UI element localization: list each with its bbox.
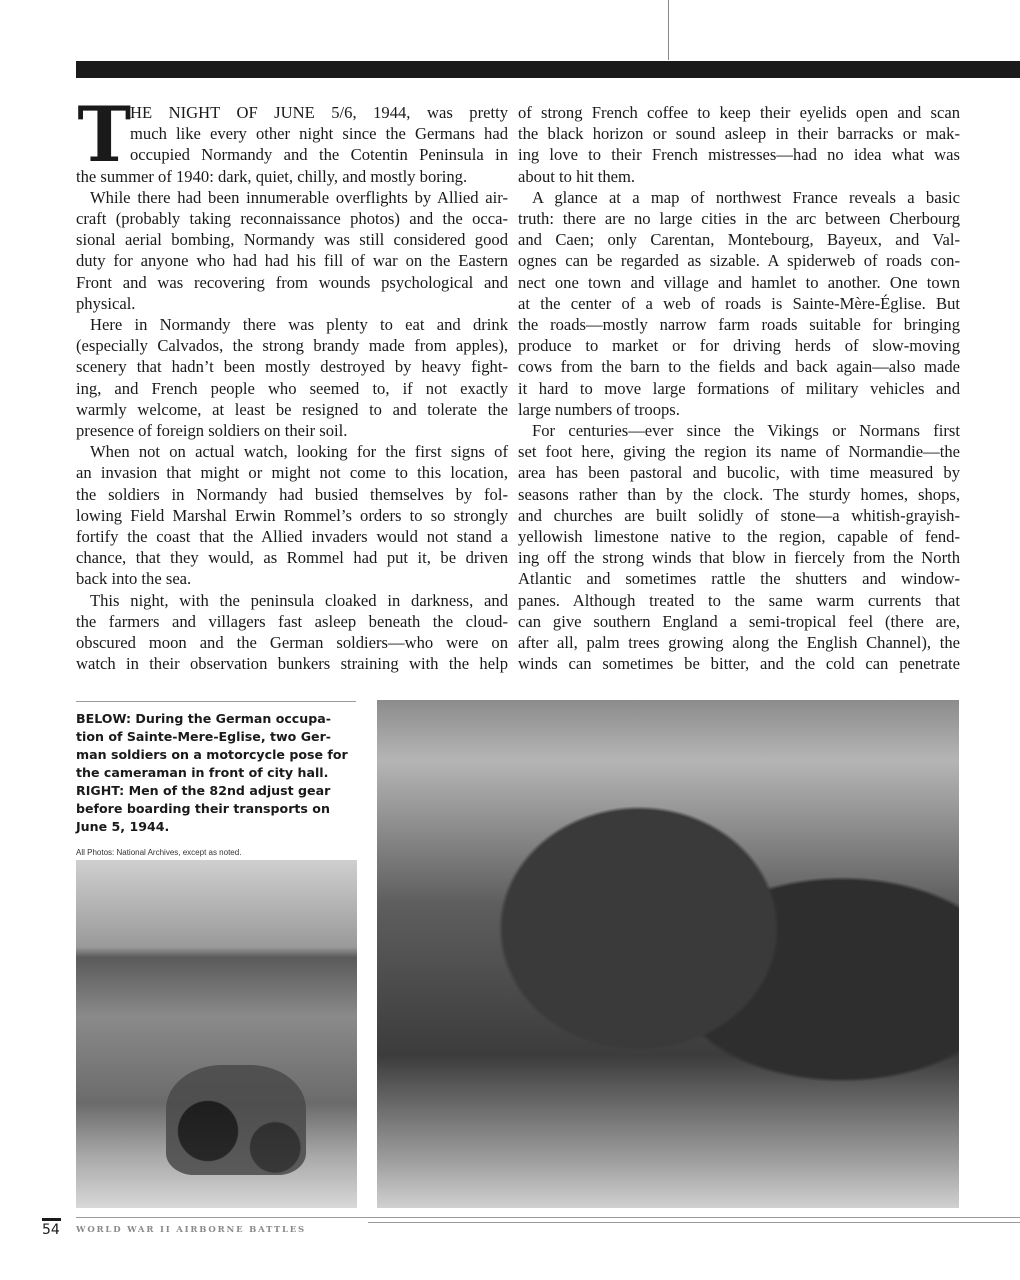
running-title: WORLD WAR II AIRBORNE BATTLES (76, 1225, 306, 1235)
header-bar (76, 61, 1020, 78)
paragraph (76, 90, 508, 187)
text-line: physical. (76, 293, 136, 313)
caption-line: before boarding their transports on (76, 801, 330, 816)
text-line: presence of foreign soldiers on their soil. (76, 421, 348, 441)
caption-rule (76, 701, 356, 702)
text-line: ing off the strong winds that blow in fiercely from the North (518, 548, 960, 568)
text-line: sional aerial bombing, Normandy was still considered good (76, 230, 508, 250)
photo-german-soldiers-motorcycle (76, 860, 357, 1208)
paragraph (76, 590, 508, 675)
text-line: cows from the barn to the fields and back again—also made (518, 357, 960, 377)
text-line: about to hit them. (518, 166, 636, 186)
text-line: craft (probably taking reconnaissance photos) and the occa- (76, 209, 508, 229)
text-line: an invasion that might or might not come to this location, (76, 463, 508, 483)
caption-line: June 5, 1944. (76, 819, 170, 834)
text-line: obscured moon and the German soldiers—who were on (76, 633, 508, 653)
text-line: the summer of 1940: dark, quiet, chilly, and mostly boring. (76, 166, 468, 186)
caption-line: BELOW: During the German occupa- (76, 711, 331, 726)
text-line: yellowish limestone native to the region, capable of fend- (518, 527, 960, 547)
photo-caption (76, 710, 366, 836)
drop-cap: T (77, 90, 132, 179)
text-line: Atlantic and sometimes rattle the shutters and window- (518, 569, 960, 589)
text-line: the black horizon or sound asleep in their barracks or mak- (518, 124, 960, 144)
text-line: HE NIGHT OF JUNE 5/6, 1944, was pretty (130, 103, 508, 122)
text-line: panes. Although treated to the same warm currents that (518, 590, 960, 610)
caption-line: tion of Sainte-Mere-Eglise, two Ger- (76, 729, 332, 744)
text-line: it hard to move large formations of military vehicles and (518, 378, 960, 398)
top-divider-line (668, 0, 669, 60)
caption-line: RIGHT: Men of the 82nd adjust gear (76, 783, 331, 798)
text-line: the soldiers in Normandy had busied themselves by fol- (76, 484, 508, 504)
text-line: ing love to their French mistresses—had no idea what was (518, 145, 960, 165)
text-line: chance, that they would, as Rommel had put it, be driven (76, 548, 508, 568)
paragraph (518, 102, 960, 187)
text-line: ing, and French people who seemed to, if not exactly (76, 378, 508, 398)
text-line: at the center of a web of roads is Sainte-Mère-Église. But (518, 293, 960, 313)
text-line: warmly welcome, at least be resigned to and tolerate the (76, 399, 508, 419)
text-line: A glance at a map of northwest France reveals a basic (532, 187, 960, 207)
paragraph (76, 441, 508, 589)
text-line: duty for anyone who had had his fill of war on the Eastern (76, 251, 508, 271)
text-line: and Caen; only Carentan, Montebourg, Bayeux, and Val- (518, 230, 960, 250)
paragraph (518, 187, 960, 420)
text-line: and churches are built solidly of stone—a whitish-grayish- (518, 505, 960, 525)
caption-line: man soldiers on a motorcycle pose for (76, 747, 348, 762)
text-line: While there had been innumerable overflights by Allied air- (90, 187, 508, 207)
text-line: after all, palm trees growing along the English Channel), the (518, 633, 960, 653)
text-line: large numbers of troops. (518, 399, 680, 419)
text-line: winds can sometimes be bitter, and the cold can penetrate (518, 654, 960, 674)
text-line: back into the sea. (76, 569, 192, 589)
text-line: produce to market or for driving herds of slow-moving (518, 336, 960, 356)
text-line: Here in Normandy there was plenty to eat and drink (90, 315, 508, 335)
page-number-bar (42, 1218, 61, 1221)
footer-rule-secondary (368, 1222, 1020, 1223)
photo-credit: All Photos: National Archives, except as noted. (76, 848, 242, 857)
text-line: ognes can be regarded as sizable. A spiderweb of roads con- (518, 251, 960, 271)
photo-paratroopers-adjusting-gear (377, 700, 959, 1208)
text-line: When not on actual watch, looking for the first signs of (90, 442, 508, 462)
text-line: lowing Field Marshal Erwin Rommel’s orders to so strongly (76, 505, 508, 525)
page-number: 54 (42, 1222, 60, 1238)
text-line: watch in their observation bunkers straining with the help (76, 654, 508, 674)
paragraph (518, 420, 960, 674)
text-line: Front and was recovering from wounds psychological and (76, 272, 508, 292)
text-line: scenery that hadn’t been mostly destroyed by heavy fight- (76, 357, 508, 377)
text-line: area has been pastoral and bucolic, with time measured by (518, 463, 960, 483)
text-line: the roads—mostly narrow farm roads suitable for bringing (518, 315, 960, 335)
motorcycle-shape (166, 1065, 306, 1175)
article-column-left (76, 90, 508, 674)
text-line: seasons rather than by the clock. The sturdy homes, shops, (518, 484, 960, 504)
text-line: much like every other night since the Germans had (130, 124, 508, 144)
text-line: of strong French coffee to keep their eyelids open and scan (518, 103, 960, 122)
text-line: (especially Calvados, the strong brandy made from apples), (76, 336, 508, 356)
text-line: For centuries—ever since the Vikings or Normans first (532, 421, 960, 441)
paragraph (76, 187, 508, 314)
text-line: truth: there are no large cities in the arc between Cherbourg (518, 209, 960, 229)
text-line: the farmers and villagers fast asleep beneath the cloud- (76, 611, 508, 631)
text-line: nect one town and village and hamlet to another. One town (518, 272, 960, 292)
text-line: fortify the coast that the Allied invaders would not stand a (76, 527, 508, 547)
caption-line: the cameraman in front of city hall. (76, 765, 329, 780)
text-line: can give southern England a semi-tropical feel (there are, (518, 611, 960, 631)
article-column-right (518, 102, 960, 674)
text-line: occupied Normandy and the Cotentin Peninsula in (130, 145, 508, 165)
text-line: This night, with the peninsula cloaked in darkness, and (90, 590, 508, 610)
paragraph (76, 314, 508, 441)
footer-rule (76, 1217, 1020, 1218)
text-line: set foot here, giving the region its name of Normandie—the (518, 442, 960, 462)
